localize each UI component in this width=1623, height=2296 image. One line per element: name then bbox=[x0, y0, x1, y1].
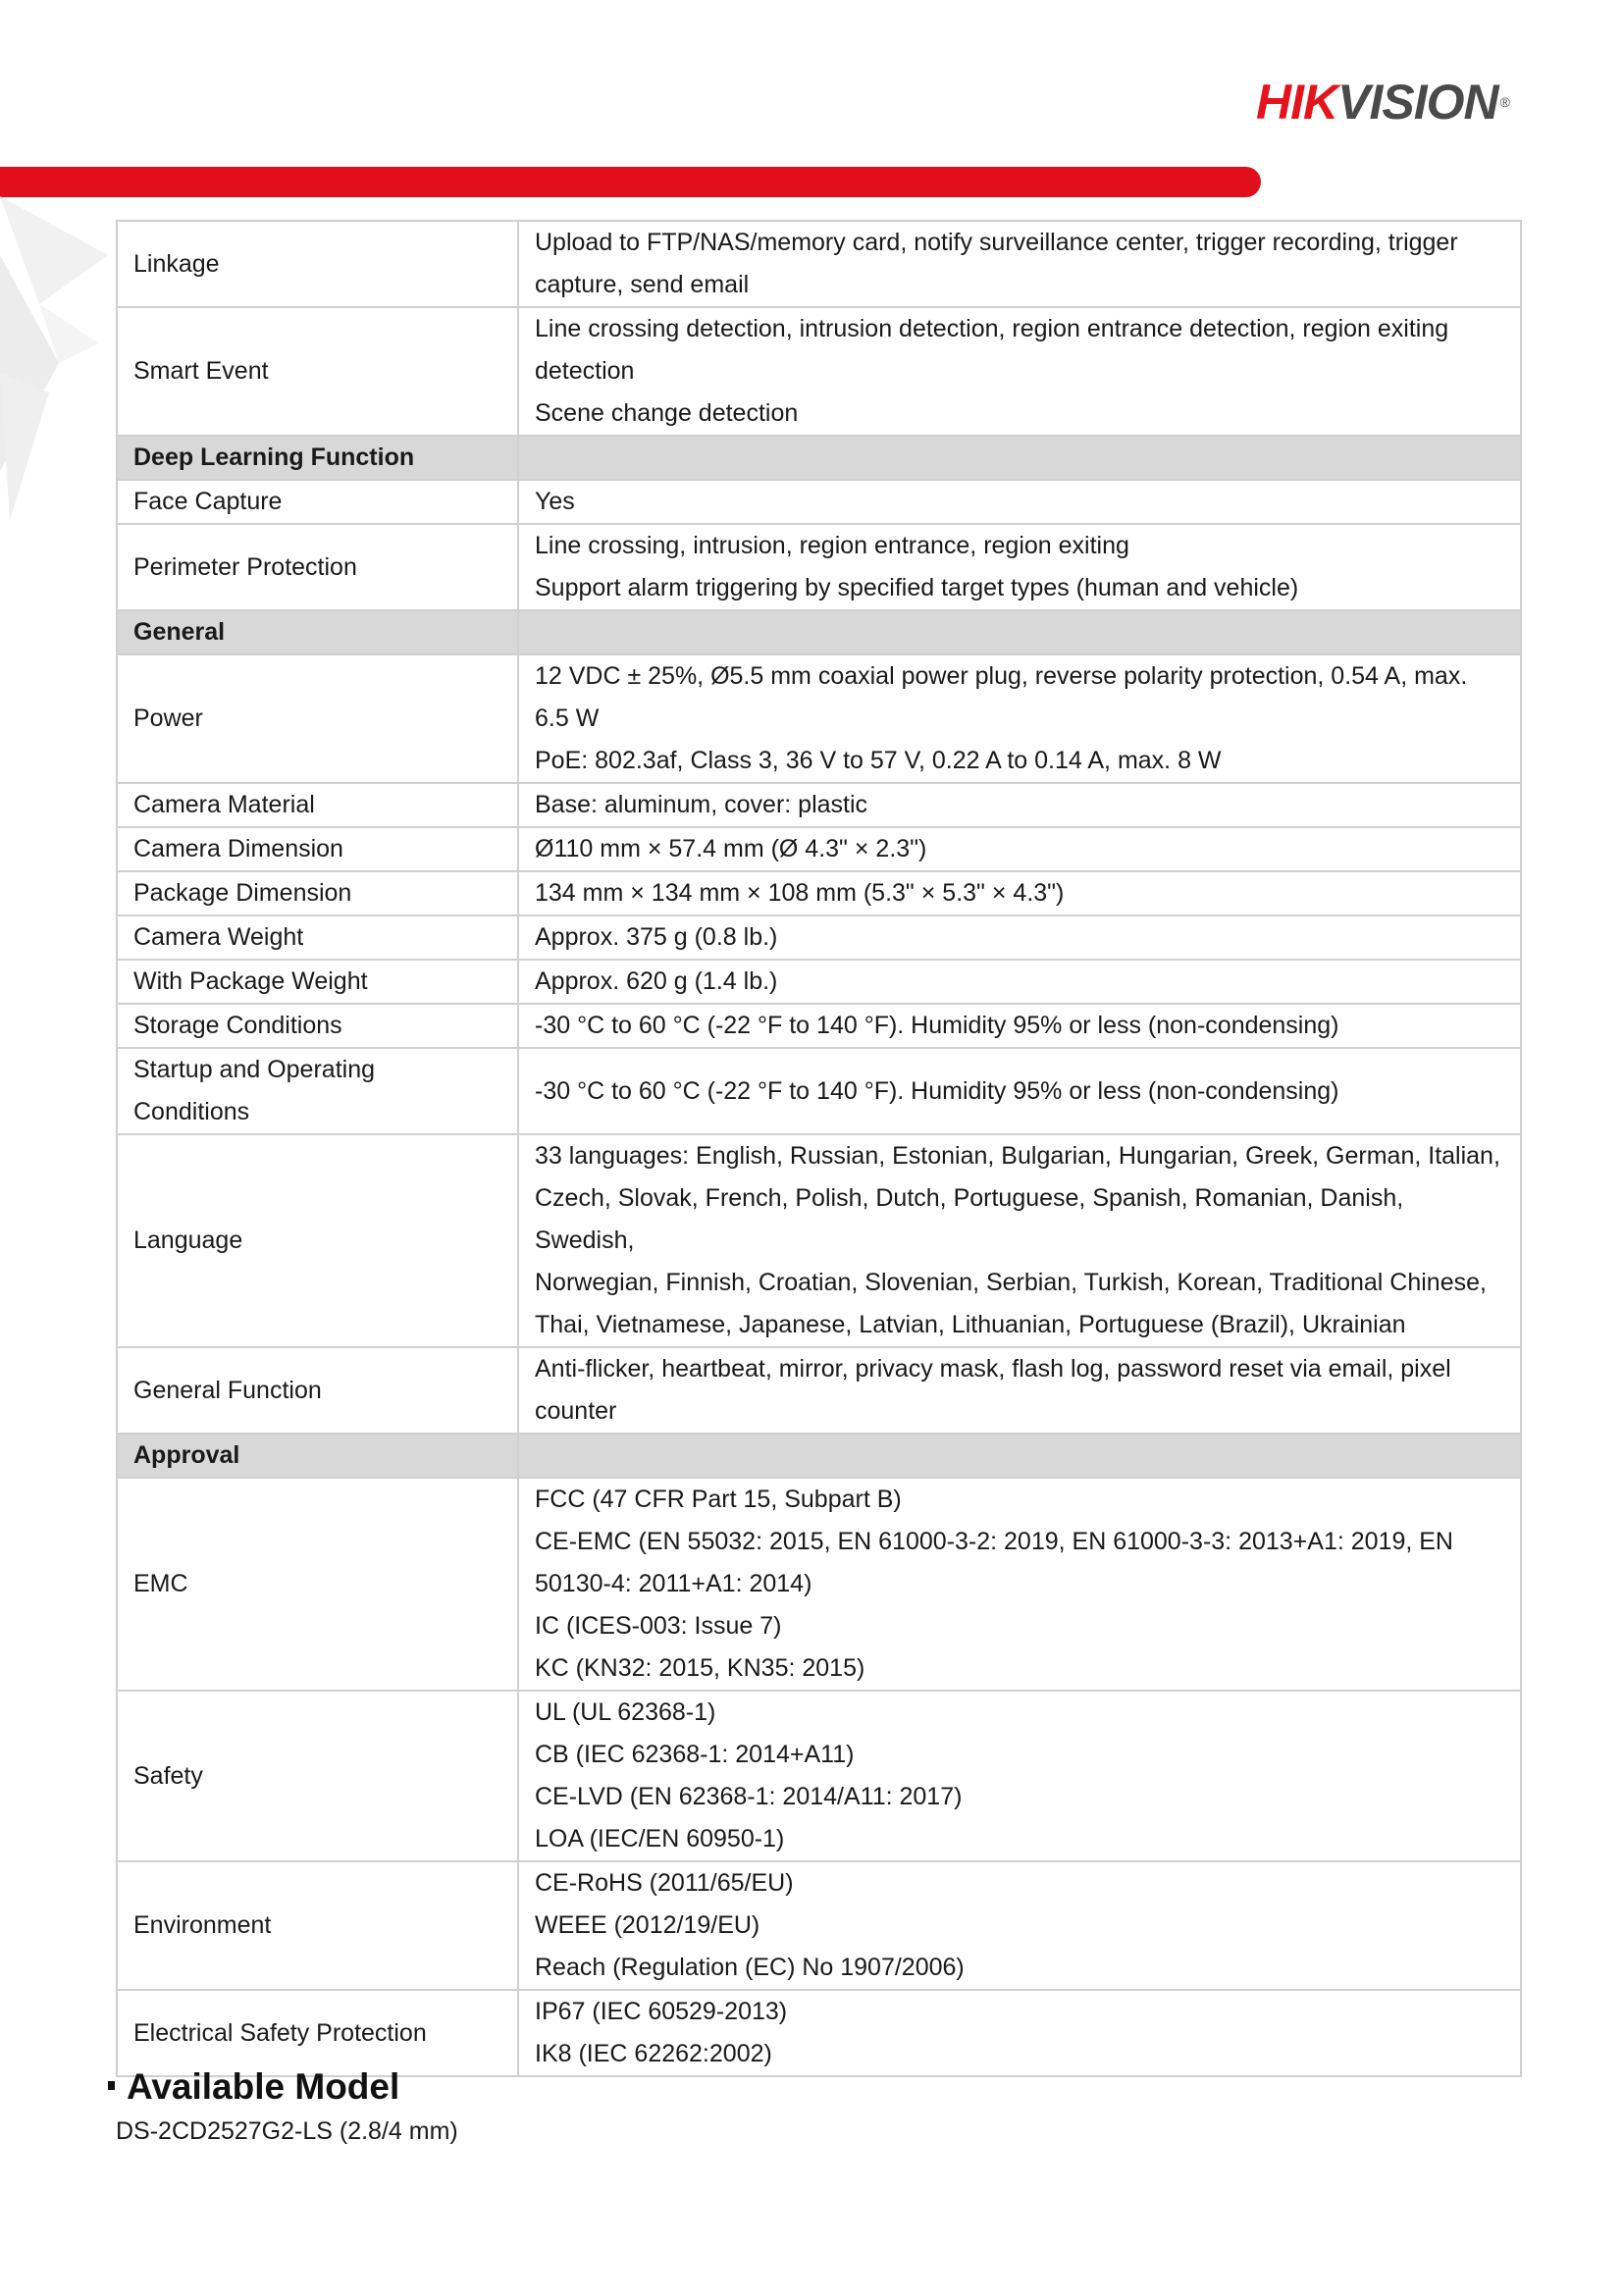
row-label: Environment bbox=[117, 1861, 518, 1990]
row-value bbox=[518, 1990, 1521, 2076]
row-label: Camera Dimension bbox=[117, 827, 518, 871]
value-line: CB (IEC 62368-1: 2014+A11) bbox=[535, 1741, 855, 1768]
logo-red-part: HIK bbox=[1256, 75, 1338, 130]
row-value: Yes bbox=[518, 480, 1521, 524]
table-row bbox=[117, 1347, 1521, 1434]
row-value bbox=[518, 1347, 1521, 1434]
value-line: Upload to FTP/NAS/memory card, notify surveillance center, trigger recording, trigger bbox=[535, 229, 1458, 256]
row-value bbox=[518, 1134, 1521, 1347]
row-label: Power bbox=[117, 654, 518, 783]
header-red-bar bbox=[0, 167, 1261, 197]
value-line: Czech, Slovak, French, Polish, Dutch, Portuguese, Spanish, Romanian, Danish, Swedish, bbox=[535, 1184, 1404, 1254]
value-line: counter bbox=[535, 1397, 617, 1425]
section-header-row bbox=[117, 436, 1521, 480]
row-label: Smart Event bbox=[117, 307, 518, 436]
specification-table bbox=[116, 220, 1522, 2077]
row-label: Perimeter Protection bbox=[117, 524, 518, 610]
value-line: capture, send email bbox=[535, 271, 750, 298]
table-row bbox=[117, 307, 1521, 436]
value-line: KC (KN32: 2015, KN35: 2015) bbox=[535, 1654, 865, 1682]
table-row bbox=[117, 783, 1521, 827]
table-row bbox=[117, 871, 1521, 915]
row-value bbox=[518, 524, 1521, 610]
row-label: Camera Weight bbox=[117, 915, 518, 960]
row-value bbox=[518, 221, 1521, 307]
section-title: General bbox=[117, 610, 518, 654]
row-label: Safety bbox=[117, 1691, 518, 1861]
table-row bbox=[117, 1478, 1521, 1691]
table-row bbox=[117, 915, 1521, 960]
table-row bbox=[117, 1134, 1521, 1347]
row-label: Linkage bbox=[117, 221, 518, 307]
value-line: IK8 (IEC 62262:2002) bbox=[535, 2040, 772, 2067]
decorative-triangles bbox=[0, 196, 118, 530]
row-label bbox=[117, 1048, 518, 1134]
available-model-title: Available Model bbox=[127, 2066, 400, 2107]
row-value: 134 mm × 134 mm × 108 mm (5.3" × 5.3" × 4.3") bbox=[518, 871, 1521, 915]
value-line: detection bbox=[535, 357, 635, 385]
table-row bbox=[117, 1048, 1521, 1134]
value-line: PoE: 802.3af, Class 3, 36 V to 57 V, 0.22 A to 0.14 A, max. 8 W bbox=[535, 747, 1222, 774]
value-line: Line crossing detection, intrusion detection, region entrance detection, region exiting bbox=[535, 315, 1449, 342]
value-line: Scene change detection bbox=[535, 399, 799, 427]
value-line: CE-RoHS (2011/65/EU) bbox=[535, 1869, 794, 1897]
row-value bbox=[518, 654, 1521, 783]
value-line: 12 VDC ± 25%, Ø5.5 mm coaxial power plug, reverse polarity protection, 0.54 A, max. bbox=[535, 662, 1468, 690]
label-line: Startup and Operating bbox=[133, 1056, 375, 1083]
section-title: Approval bbox=[117, 1434, 518, 1478]
hikvision-logo bbox=[1256, 77, 1509, 128]
row-label: Package Dimension bbox=[117, 871, 518, 915]
section-header-row bbox=[117, 1434, 1521, 1478]
table-row bbox=[117, 1861, 1521, 1990]
row-label: Language bbox=[117, 1134, 518, 1347]
registered-mark: ® bbox=[1499, 94, 1509, 110]
value-line: CE-LVD (EN 62368-1: 2014/A11: 2017) bbox=[535, 1783, 963, 1810]
value-line: Reach (Regulation (EC) No 1907/2006) bbox=[535, 1954, 965, 1981]
available-model-heading bbox=[108, 2064, 399, 2110]
row-label: With Package Weight bbox=[117, 960, 518, 1004]
model-number: DS-2CD2527G2-LS (2.8/4 mm) bbox=[116, 2117, 458, 2145]
value-line: CE-EMC (EN 55032: 2015, EN 61000-3-2: 2019, EN 61000-3-3: 2013+A1: 2019, EN bbox=[535, 1528, 1453, 1555]
row-value bbox=[518, 307, 1521, 436]
row-value: Base: aluminum, cover: plastic bbox=[518, 783, 1521, 827]
table-row bbox=[117, 654, 1521, 783]
row-label: EMC bbox=[117, 1478, 518, 1691]
value-line: Line crossing, intrusion, region entrance, region exiting bbox=[535, 532, 1129, 559]
label-line: Conditions bbox=[133, 1098, 250, 1125]
value-line: 33 languages: English, Russian, Estonian, Bulgarian, Hungarian, Greek, German, Italian, bbox=[535, 1142, 1500, 1170]
value-line: WEEE (2012/19/EU) bbox=[535, 1911, 760, 1939]
value-line: Anti-flicker, heartbeat, mirror, privacy mask, flash log, password reset via email, pixel bbox=[535, 1355, 1451, 1383]
row-value bbox=[518, 1478, 1521, 1691]
table-row bbox=[117, 480, 1521, 524]
table-row bbox=[117, 1691, 1521, 1861]
row-value bbox=[518, 1861, 1521, 1990]
value-line: FCC (47 CFR Part 15, Subpart B) bbox=[535, 1486, 902, 1513]
table-row bbox=[117, 1004, 1521, 1048]
logo-gray-part: VISION bbox=[1337, 75, 1498, 130]
row-label: Face Capture bbox=[117, 480, 518, 524]
row-label: Camera Material bbox=[117, 783, 518, 827]
table-row bbox=[117, 221, 1521, 307]
row-label: Storage Conditions bbox=[117, 1004, 518, 1048]
table-row bbox=[117, 827, 1521, 871]
value-line: Support alarm triggering by specified target types (human and vehicle) bbox=[535, 574, 1299, 601]
row-value: Approx. 375 g (0.8 lb.) bbox=[518, 915, 1521, 960]
bullet-icon bbox=[108, 2081, 115, 2090]
section-filler bbox=[518, 436, 1521, 480]
section-filler bbox=[518, 1434, 1521, 1478]
row-label: General Function bbox=[117, 1347, 518, 1434]
value-line: IP67 (IEC 60529-2013) bbox=[535, 1998, 788, 2025]
value-line: UL (UL 62368-1) bbox=[535, 1698, 716, 1726]
table-row bbox=[117, 960, 1521, 1004]
row-value: Ø110 mm × 57.4 mm (Ø 4.3" × 2.3") bbox=[518, 827, 1521, 871]
value-line: 50130-4: 2011+A1: 2014) bbox=[535, 1570, 812, 1597]
section-filler bbox=[518, 610, 1521, 654]
row-value bbox=[518, 1691, 1521, 1861]
table-row bbox=[117, 524, 1521, 610]
value-line: Thai, Vietnamese, Japanese, Latvian, Lithuanian, Portuguese (Brazil), Ukrainian bbox=[535, 1311, 1406, 1338]
row-value: -30 °C to 60 °C (-22 °F to 140 °F). Humidity 95% or less (non-condensing) bbox=[518, 1048, 1521, 1134]
row-label: Electrical Safety Protection bbox=[117, 1990, 518, 2076]
value-line: 6.5 W bbox=[535, 704, 600, 732]
row-value: Approx. 620 g (1.4 lb.) bbox=[518, 960, 1521, 1004]
section-title: Deep Learning Function bbox=[117, 436, 518, 480]
section-header-row bbox=[117, 610, 1521, 654]
value-line: IC (ICES-003: Issue 7) bbox=[535, 1612, 782, 1640]
value-line: LOA (IEC/EN 60950-1) bbox=[535, 1825, 785, 1852]
row-value: -30 °C to 60 °C (-22 °F to 140 °F). Humidity 95% or less (non-condensing) bbox=[518, 1004, 1521, 1048]
value-line: Norwegian, Finnish, Croatian, Slovenian, Serbian, Turkish, Korean, Traditional Chinese, bbox=[535, 1269, 1487, 1296]
table-row bbox=[117, 1990, 1521, 2076]
